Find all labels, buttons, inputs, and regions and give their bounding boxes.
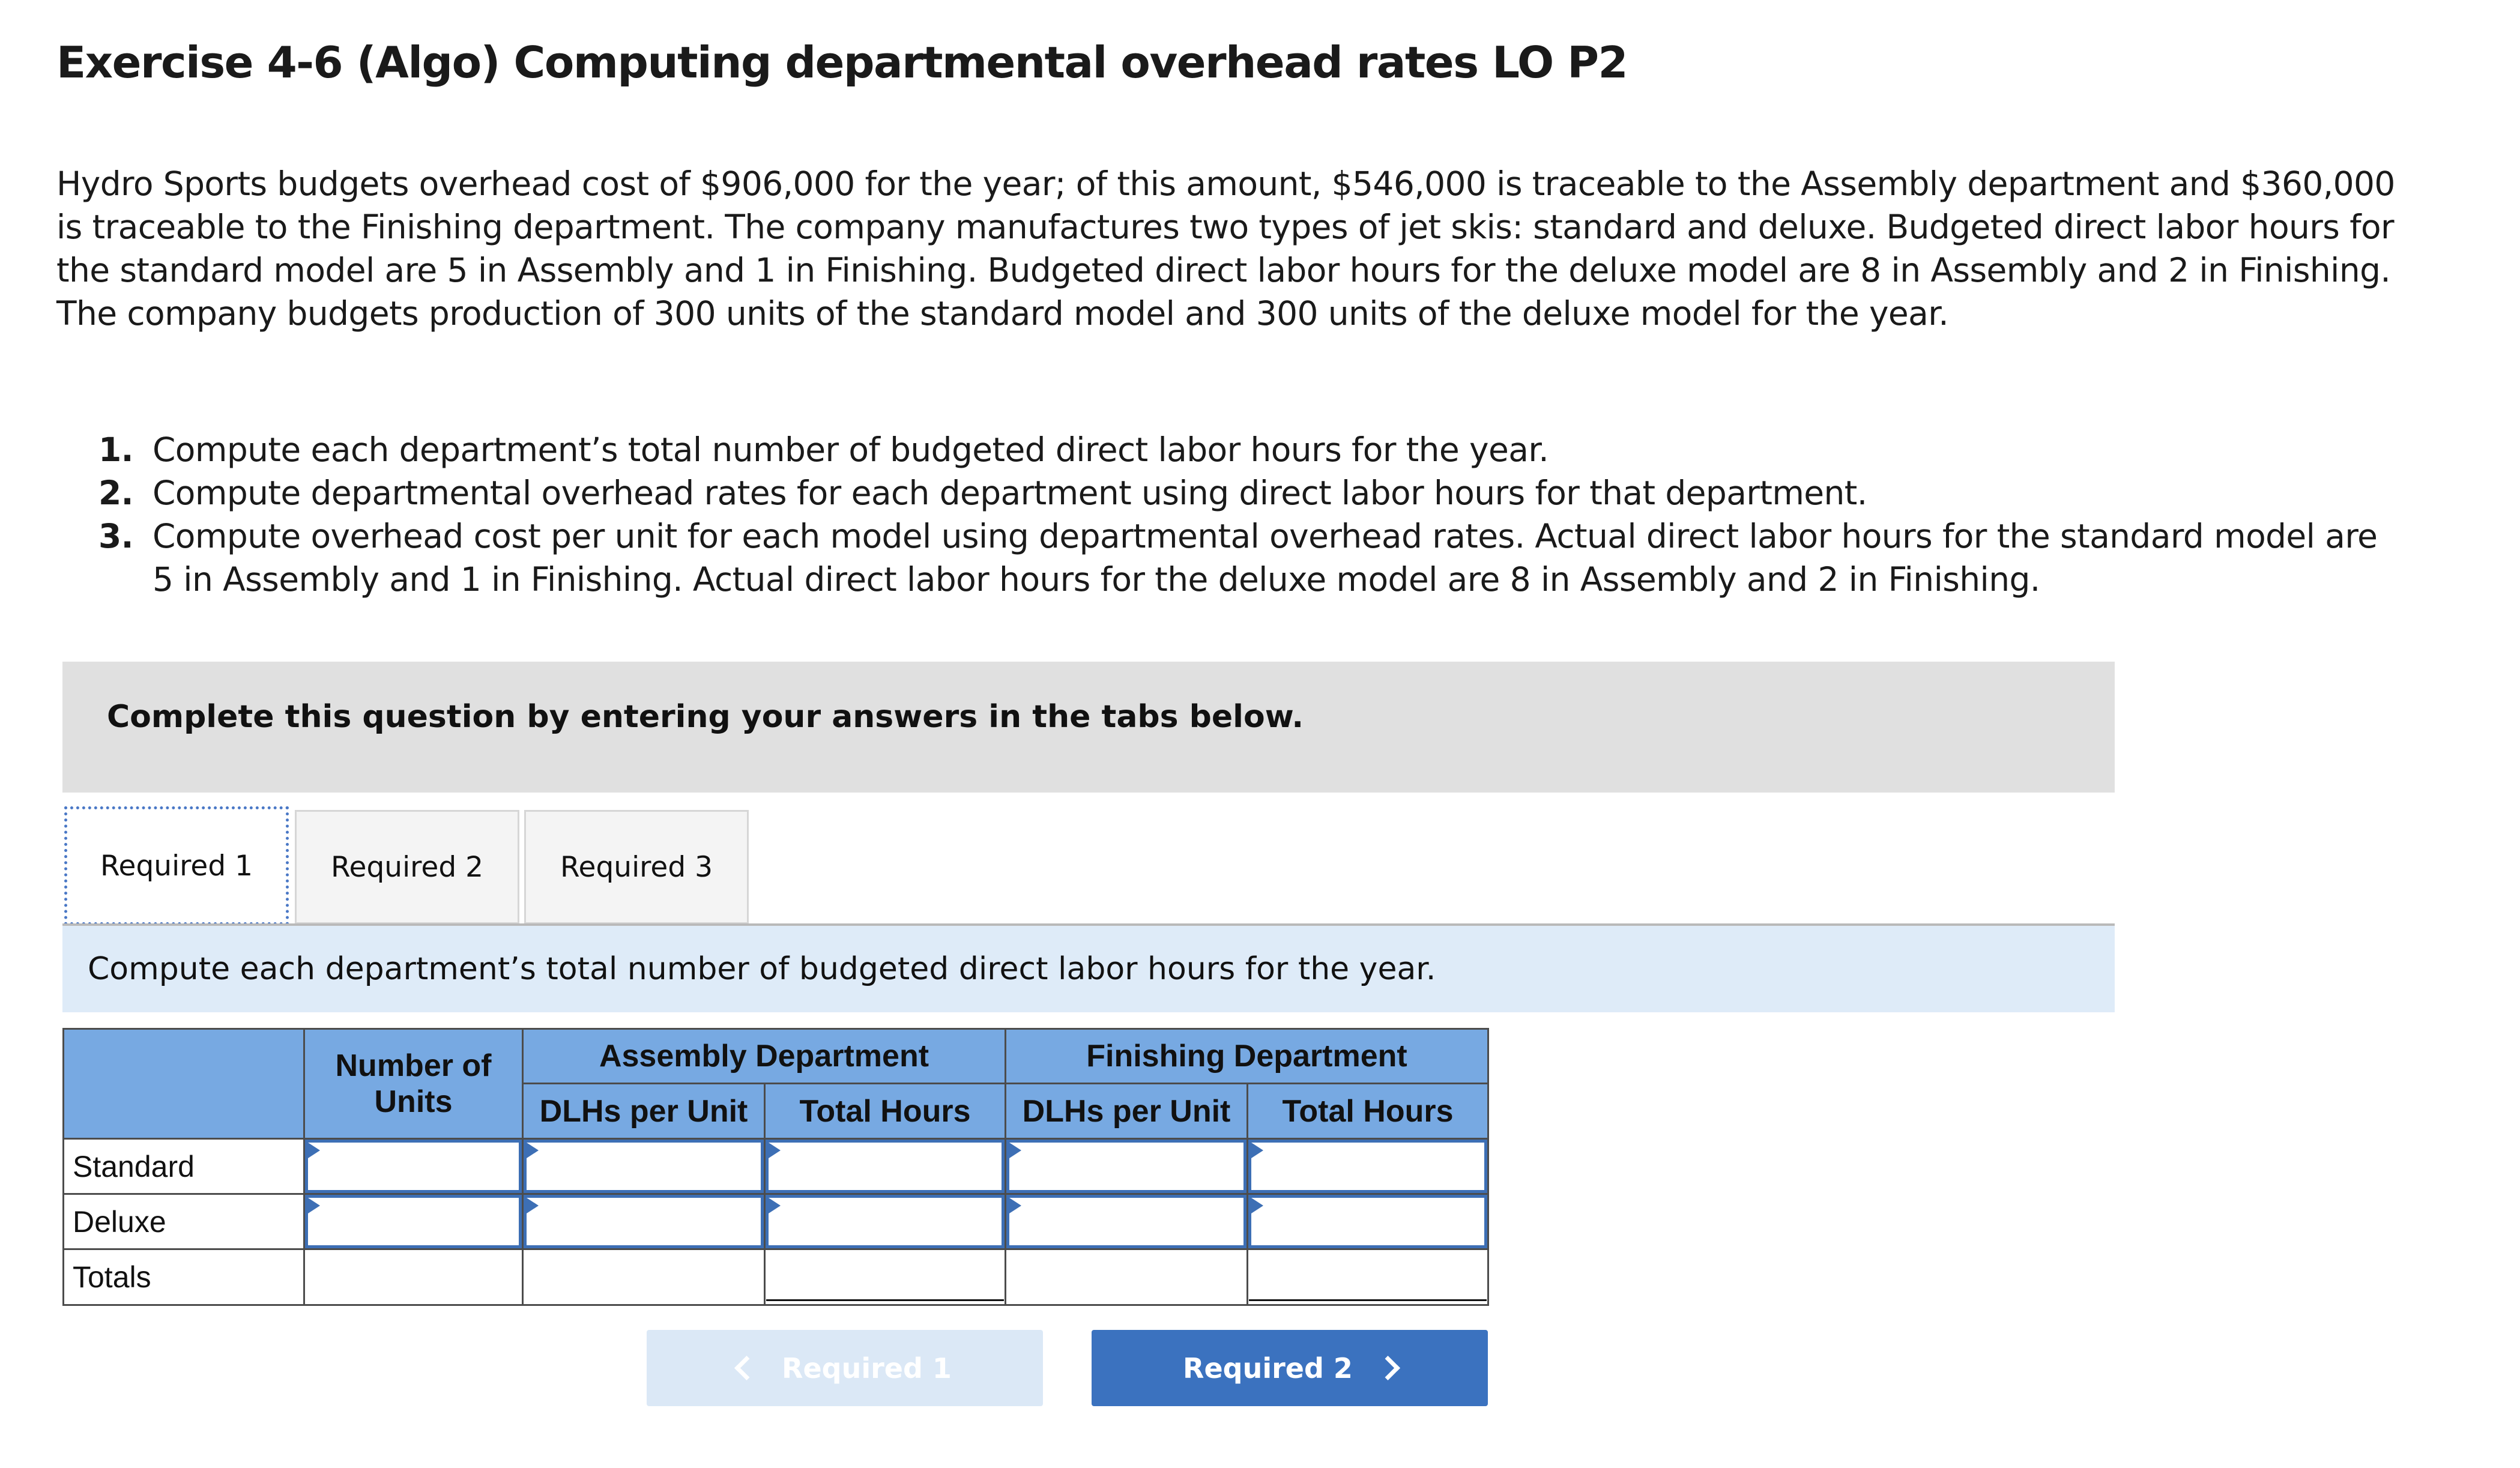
deluxe-assembly-dlhs-input[interactable] [524, 1195, 764, 1248]
requirement-item [56, 471, 2398, 515]
requirement-text: Compute overhead cost per unit for each model using departmental overhead rates. Actual direct labor hours for the standard model are 5 in Assembly and 1 in Finishing. Actual direct labor hours for the deluxe model are 8 in Assembly and 2 in Finishing. [153, 517, 2378, 599]
deluxe-finishing-total-input[interactable] [1248, 1195, 1487, 1248]
header-number-of-units: Number of Units [303, 1028, 524, 1140]
requirement-number: 3. [98, 517, 133, 555]
requirements-list [56, 428, 2398, 601]
header-finishing-dlhs-per-unit: DLHs per Unit [1005, 1083, 1248, 1140]
requirement-number: 2. [98, 474, 133, 512]
table-cell [522, 1248, 766, 1306]
requirement-item [56, 428, 2398, 471]
instructions-text: Complete this question by entering your answers in the tabs below. [107, 699, 1304, 735]
deluxe-assembly-total-input[interactable] [766, 1195, 1005, 1248]
double-underline [1249, 1299, 1487, 1301]
previous-required-button[interactable] [647, 1330, 1043, 1406]
requirement-item [56, 515, 2398, 601]
next-required-button[interactable] [1092, 1330, 1488, 1406]
header-assembly-dlhs-per-unit: DLHs per Unit [522, 1083, 766, 1140]
tab-required-1[interactable]: Required 1 [64, 806, 289, 925]
table-cell [1005, 1248, 1248, 1306]
totals-finishing-hours-cell [1246, 1248, 1489, 1306]
totals-assembly-hours-cell [764, 1248, 1006, 1306]
question-prompt [62, 926, 2115, 1012]
prompt-text: Compute each department’s total number of budgeted direct labor hours for the year. [88, 951, 1436, 987]
header-finishing-total-hours: Total Hours [1246, 1083, 1489, 1140]
instructions-banner [62, 662, 2115, 793]
row-label-standard: Standard [62, 1138, 305, 1195]
tab-required-2[interactable]: Required 2 [295, 810, 519, 924]
deluxe-units-input[interactable] [305, 1195, 522, 1248]
requirement-number: 1. [98, 430, 133, 469]
header-finishing-department: Finishing Department [1005, 1028, 1489, 1084]
next-button-label: Required 2 [1183, 1352, 1353, 1385]
exercise-title: Exercise 4-6 (Algo) Computing departmental overhead rates LO P2 [56, 37, 1628, 88]
previous-button-label: Required 1 [782, 1352, 952, 1385]
table-cell [303, 1248, 524, 1306]
standard-assembly-total-input[interactable] [766, 1140, 1005, 1193]
standard-finishing-dlhs-input[interactable] [1006, 1140, 1246, 1193]
requirement-text: Compute departmental overhead rates for each department using direct labor hours for that department. [153, 474, 1867, 512]
requirement-text: Compute each department’s total number of budgeted direct labor hours for the year. [153, 430, 1549, 469]
chevron-left-icon [734, 1356, 759, 1380]
row-label-deluxe: Deluxe [62, 1193, 305, 1250]
header-corner-cell [62, 1028, 305, 1140]
chevron-right-icon [1376, 1356, 1400, 1380]
double-underline [766, 1299, 1004, 1301]
row-label-totals: Totals [62, 1248, 305, 1306]
standard-finishing-total-input[interactable] [1248, 1140, 1487, 1193]
header-assembly-department: Assembly Department [522, 1028, 1006, 1084]
standard-assembly-dlhs-input[interactable] [524, 1140, 764, 1193]
header-assembly-total-hours: Total Hours [764, 1083, 1006, 1140]
problem-text: Hydro Sports budgets overhead cost of $906,000 for the year; of this amount, $546,000 is traceable to the Assembly department and $360,000 is traceable to the Finishing department. The company manufactures two types of jet skis: standard and deluxe. Budgeted direct labor hours for the standard model are 5 in Assembly and 1 in Finishing. Budgeted direct labor hours for the deluxe model are 8 in Assembly and 2 in Finishing. The company budgets production of 300 units of the standard model and 300 units of the deluxe model for the year. [56, 165, 2395, 333]
standard-units-input[interactable] [305, 1140, 522, 1193]
deluxe-finishing-dlhs-input[interactable] [1006, 1195, 1246, 1248]
tab-required-3[interactable]: Required 3 [524, 810, 749, 924]
